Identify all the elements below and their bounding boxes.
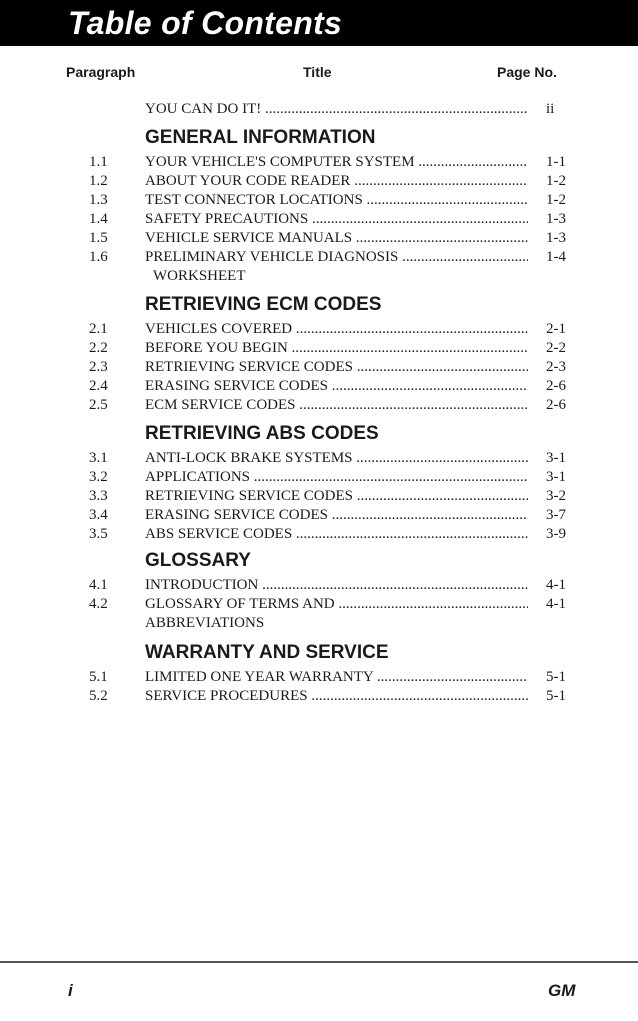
entry-page: 1-3 [546,230,566,246]
entry-number: 5.2 [89,688,108,704]
entry-number: 4.2 [89,596,108,612]
entry-number: 3.5 [89,526,108,542]
entry-page: 3-7 [546,507,566,523]
entry-page: 2-1 [546,321,566,337]
entry-title: TEST CONNECTOR LOCATIONS ..... [145,191,528,210]
entry-number: 1.1 [89,154,108,170]
entry-page: 5-1 [546,688,566,704]
entry-page: 2-3 [546,359,566,375]
entry-number: 2.5 [89,397,108,413]
entry-number: 2.1 [89,321,108,337]
section-heading: RETRIEVING ECM CODES [145,294,382,315]
entry-title: APPLICATIONS ..... [145,468,528,487]
entry-title-continuation: WORKSHEET [153,268,246,284]
page-number: i [68,981,73,1000]
entry-number: 1.2 [89,173,108,189]
entry-title: ERASING SERVICE CODES ..... [145,377,528,396]
column-headers [0,64,638,82]
title-bar [0,0,638,46]
entry-number: 1.5 [89,230,108,246]
entry-page: 1-4 [546,249,566,265]
entry-title: GLOSSARY OF TERMS AND ..... [145,595,528,614]
entry-title: ABS SERVICE CODES ..... [145,525,528,544]
entry-title: RETRIEVING SERVICE CODES ..... [145,358,528,377]
entry-page: 1-1 [546,154,566,170]
entry-number: 3.4 [89,507,108,523]
entry-page: 5-1 [546,669,566,685]
entry-page: 2-6 [546,397,566,413]
entry-title: SAFETY PRECAUTIONS ..... [145,210,528,229]
entry-page: ii [546,101,555,117]
entry-title: VEHICLE SERVICE MANUALS ..... [145,229,528,248]
entry-number: 2.2 [89,340,108,356]
section-heading: GENERAL INFORMATION [145,127,376,148]
entry-page: 1-3 [546,211,566,227]
entry-number: 5.1 [89,669,108,685]
entry-title: ANTI-LOCK BRAKE SYSTEMS ..... [145,449,528,468]
footer-brand: GM [548,981,576,1000]
entry-title: INTRODUCTION ..... [145,576,528,595]
entry-page: 3-1 [546,469,566,485]
entry-title-continuation: ABBREVIATIONS [145,615,265,631]
entry-page: 2-2 [546,340,566,356]
entry-number: 4.1 [89,577,108,593]
entry-page: 3-1 [546,450,566,466]
entry-page: 1-2 [546,192,566,208]
page-title: Table of Contents [68,5,343,41]
entry-title: BEFORE YOU BEGIN ..... [145,339,528,358]
entry-number: 1.4 [89,211,108,227]
entry-title: VEHICLES COVERED ..... [145,320,528,339]
entry-page: 2-6 [546,378,566,394]
entry-number: 3.3 [89,488,108,504]
page-number-column-header: Page No. [497,64,557,80]
entry-number: 2.4 [89,378,108,394]
entry-number: 3.2 [89,469,108,485]
entry-title: ERASING SERVICE CODES ..... [145,506,528,525]
entry-page: 4-1 [546,577,566,593]
entry-title: LIMITED ONE YEAR WARRANTY ..... [145,668,528,687]
footer-divider [0,961,638,963]
entry-page: 1-2 [546,173,566,189]
entry-title: SERVICE PROCEDURES ..... [145,687,528,706]
entry-number: 1.6 [89,249,108,265]
entry-page: 3-2 [546,488,566,504]
entry-title: ECM SERVICE CODES ..... [145,396,528,415]
title-column-header: Title [303,64,332,80]
entry-page: 3-9 [546,526,566,542]
entry-title: ABOUT YOUR CODE READER ..... [145,172,528,191]
entry-title: PRELIMINARY VEHICLE DIAGNOSIS ..... [145,248,528,267]
section-heading: RETRIEVING ABS CODES [145,423,379,444]
entry-number: 2.3 [89,359,108,375]
paragraph-column-header: Paragraph [66,64,136,80]
entry-number: 3.1 [89,450,108,466]
entry-page: 4-1 [546,596,566,612]
entry-number: 1.3 [89,192,108,208]
section-heading: GLOSSARY [145,550,251,571]
entry-title: YOUR VEHICLE'S COMPUTER SYSTEM ..... [145,153,528,172]
entry-title: RETRIEVING SERVICE CODES ..... [145,487,528,506]
entry-title: YOU CAN DO IT! ..... [145,100,528,119]
section-heading: WARRANTY AND SERVICE [145,642,389,663]
